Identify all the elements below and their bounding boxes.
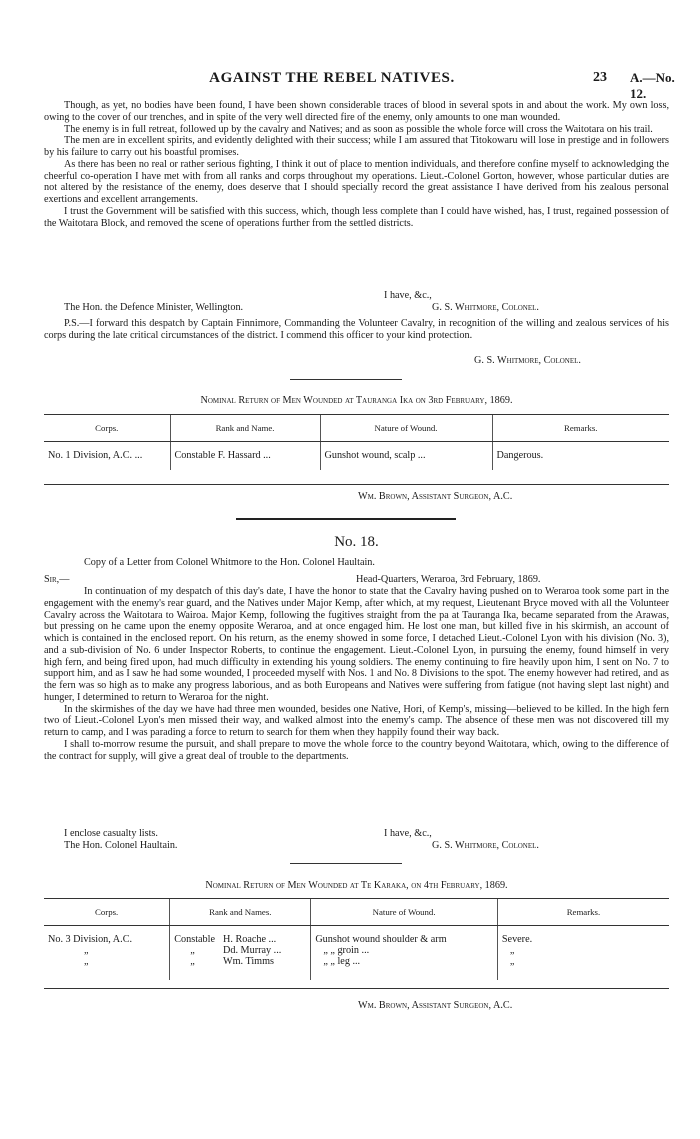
table-cell: No. 1 Division, A.C. ...: [48, 450, 143, 461]
table-row: [44, 956, 669, 980]
paragraph: Though, as yet, no bodies have been found, I have been shown considerable traces of blood in several spots in and about the work. My own loss, owing to the cover of our trenches, and in spite of the very well directed fire of the enemy, only amounts to one man wounded.: [44, 100, 669, 123]
table-cell: H. Roache ...: [223, 934, 277, 945]
table-cell: Wm. Timms: [223, 956, 274, 967]
salutation: Sir,—: [44, 574, 70, 585]
table-cell: „ „ leg ...: [311, 956, 498, 980]
column-header: Rank and Name.: [170, 415, 320, 442]
letter2-closing: I have, &c.,: [384, 828, 432, 839]
table-header-row: [44, 415, 669, 442]
table-cell: Gunshot wound, scalp ...: [320, 442, 492, 470]
table-cell: Constable: [170, 926, 219, 946]
letter2-body: [44, 586, 669, 762]
letter1-body: [44, 100, 669, 229]
paragraph: In the skirmishes of the day we have had three men wounded, besides one Native, Hori, of Kemp's, missing—believed to be killed. In the high fern two of Lieut.-Colonel Lyon's men missed their way, and walked almost into the enemy's camp. The absence of these men was not discovered till my return to camp, and I was parading a force to return to search for them when they happily found their way back.: [44, 703, 669, 738]
document-reference: A.—No. 12.: [630, 70, 675, 101]
table-row: [44, 926, 669, 946]
table-header-row: [44, 899, 669, 926]
paragraph: In continuation of my despatch of this day's date, I have the honor to state that the Cavalry having pushed on to Weraroa took some part in the engagement with the enemy's rear guard, and the Natives under Major Kemp, after which, at my request, Lieutenant Bryce moved with all the Volunteer Cavalry across the Waitotara to Wairoa. Major Kemp, following the fugitives straight from the pa at Tauranga Ika, became separated from the Arawas, but pressing on he came upon the enemy opposite Weraroa, and at once engaged him. He lost one man, but killed five in his skirmish, an account of which is contained in the enclosed report. On his return, as the enemy showed in some force, I detached Lieut.-Colonel Lyon with his division (No. 3), and a sub-division of No. 6 under Inspector Roberts, to continue the engagement. Lieut.-Colonel Lyon, in pursuing the enemy, found himself in very high fern, and being fired upon, had much difficulty in extending his young soldiers. The enemy continuing to fire heavily upon him, I sent on No. 7 to support him, and as I saw he had some wounded, I proceeded myself with Nos. 1 and No. 8 Divisions to the spot. The enemy however had retired, and as the fern was so high as to make any progress laborious, and as both Europeans and Natives were suffering from fatigue (not having slept last night) and hunger, I determined to return to Weraroa for the night.: [44, 586, 669, 703]
table-cell: Gunshot wound shoulder & arm: [311, 926, 498, 946]
table-row: [44, 945, 669, 956]
return1-title: Nominal Return of Men Wounded at Tauranga Ika on 3rd February, 1869.: [200, 395, 513, 406]
letter2-addressee: The Hon. Colonel Haultain.: [64, 840, 178, 851]
enclosure-note: I enclose casualty lists.: [64, 828, 158, 839]
table-cell: „: [497, 945, 669, 956]
postscript-signature: G. S. Whitmore, Colonel.: [474, 355, 581, 366]
table-cell: „: [170, 956, 219, 980]
paragraph: The men are in excellent spirits, and evidently delighted with their success; while I am assured that Titokowaru will lose in prestige and in followers by his failure to carry out his boastful promises.: [44, 135, 669, 158]
column-header: Corps.: [44, 899, 170, 926]
return2-title: Nominal Return of Men Wounded at Te Karaka, on 4th February, 1869.: [205, 880, 508, 891]
paragraph: The enemy is in full retreat, followed up by the cavalry and Natives; and as soon as possible the whole force will cross the Waitotara on his trail.: [64, 123, 653, 135]
return2-signature: Wm. Brown, Assistant Surgeon, A.C.: [358, 1000, 513, 1011]
table-cell: Dd. Murray ...: [223, 945, 282, 956]
column-header: Rank and Names.: [170, 899, 311, 926]
table-cell: „: [84, 956, 89, 967]
page-number: 23: [593, 70, 607, 85]
separator-rule: [290, 863, 402, 864]
running-header: [44, 70, 690, 101]
column-header: Corps.: [44, 415, 170, 442]
column-header: Remarks.: [492, 415, 669, 442]
section-rule: [236, 518, 456, 520]
table-cell: Constable F. Hassard ...: [170, 442, 320, 470]
table-bottom-rule: [44, 484, 669, 485]
postscript-text: P.S.—I forward this despatch by Captain Finnimore, Commanding the Volunteer Cavalry, in recognition of the willing and zealous services of his corps during the late critical circumstances of the district. I commend this officer to your kind protection.: [44, 318, 669, 341]
paragraph: I shall to-morrow resume the pursuit, and shall prepare to move the whole force to the country beyond Waitotara, which, owing to the difference of the contract for supply, will give a great deal of trouble to the departments.: [44, 738, 669, 762]
table-row: [44, 442, 669, 470]
return2-table: [44, 898, 669, 980]
letter1-postscript: [44, 318, 669, 342]
table-cell: „: [497, 956, 669, 980]
header-title: AGAINST THE REBEL NATIVES.: [209, 70, 455, 86]
table-bottom-rule: [44, 988, 669, 989]
separator-rule: [290, 379, 402, 380]
letter2-heading: Copy of a Letter from Colonel Whitmore to the Hon. Colonel Haultain.: [84, 557, 375, 568]
table-cell: Severe.: [497, 926, 669, 946]
paragraph: As there has been no real or rather serious fighting, I think it out of place to mention individuals, and therefore confine myself to acknowledging the cheerful co-operation I have met with from all ranks and corps throughout my operations. Lieut.-Colonel Gorton, however, whose particular duties are not altered by the resistance of the enemy, does deserve that I should specially record the great assistance I have derived from his zealous personal exertions and excellent arrangements.: [44, 158, 669, 205]
letter-number: No. 18.: [334, 534, 379, 550]
letter1-signature: G. S. Whitmore, Colonel.: [432, 302, 539, 313]
letter1-addressee: The Hon. the Defence Minister, Wellington.: [64, 302, 244, 313]
letter1-closing: I have, &c.,: [384, 290, 432, 301]
table-cell: „: [170, 945, 219, 956]
table-cell: „ „ groin ...: [311, 945, 498, 956]
return1-signature: Wm. Brown, Assistant Surgeon, A.C.: [358, 491, 513, 502]
table-cell: „: [84, 945, 89, 956]
column-header: Remarks.: [497, 899, 669, 926]
column-header: Nature of Wound.: [311, 899, 498, 926]
table-cell: No. 3 Division, A.C.: [48, 934, 133, 945]
letter2-heading-block: [44, 557, 669, 569]
return1-table: [44, 414, 669, 470]
column-header: Nature of Wound.: [320, 415, 492, 442]
table-cell: Dangerous.: [492, 442, 669, 470]
letter2-signature: G. S. Whitmore, Colonel.: [432, 840, 539, 851]
paragraph: I trust the Government will be satisfied with this success, which, though less complete than I could have wished, has, I trust, regained possession of the Waitotara Block, and removed the scene of operations further from the settled districts.: [44, 205, 669, 229]
dateline: Head-Quarters, Weraroa, 3rd February, 1869.: [356, 574, 541, 585]
